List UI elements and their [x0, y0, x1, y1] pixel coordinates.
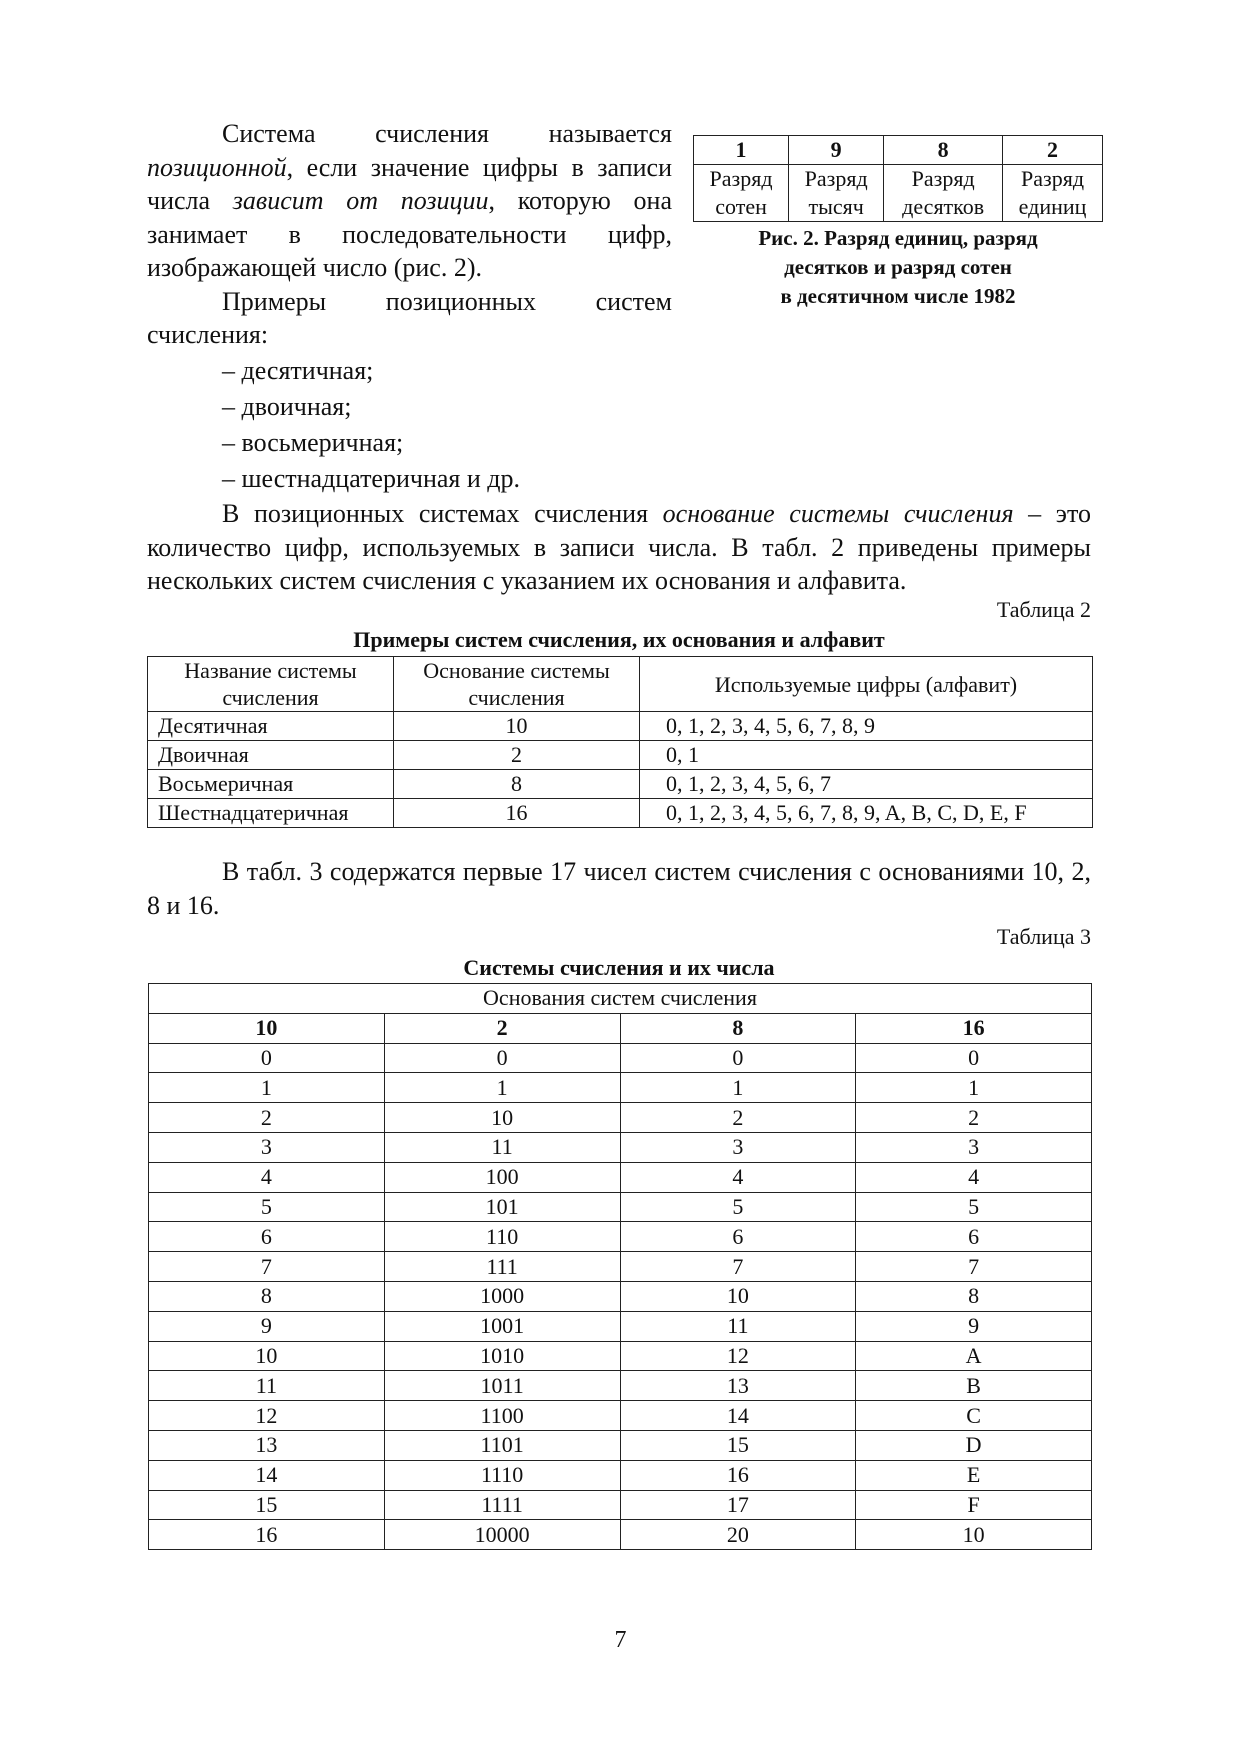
table-row	[149, 1192, 1092, 1222]
table-row	[149, 1043, 1092, 1073]
system-base: 10	[394, 712, 640, 741]
number-cell: 10	[856, 1520, 1092, 1550]
table-row	[149, 1222, 1092, 1252]
number-cell: 8	[149, 1281, 385, 1311]
table-header: Название системы счисления	[148, 657, 394, 712]
number-cell: 1100	[384, 1401, 620, 1431]
number-cell: 1110	[384, 1460, 620, 1490]
number-cell: 15	[149, 1490, 385, 1520]
place-label: Разряд тысяч	[789, 165, 884, 222]
number-cell: 2	[620, 1103, 856, 1133]
number-cell: 8	[856, 1281, 1092, 1311]
number-cell: 1	[856, 1073, 1092, 1103]
table-2	[147, 656, 1093, 828]
system-name: Шестнадцатеричная	[148, 799, 394, 828]
base-header: 8	[620, 1013, 856, 1043]
definition-paragraph: Система счисления называется позиционной, если значение цифры в записи числа зависит от позиции, которую она занимает в последовательности цифр, изображающей число (рис. 2).	[147, 119, 672, 282]
digit-cell: 9	[789, 136, 884, 165]
number-cell: 1111	[384, 1490, 620, 1520]
system-name: Восьмеричная	[148, 770, 394, 799]
table-row	[148, 741, 1093, 770]
number-cell: E	[856, 1460, 1092, 1490]
number-cell: 3	[149, 1132, 385, 1162]
number-cell: 6	[149, 1222, 385, 1252]
number-cell: 2	[856, 1103, 1092, 1133]
number-cell: 16	[149, 1520, 385, 1550]
table3-intro-paragraph: В табл. 3 содержатся первые 17 чисел систем счисления с основаниями 10, 2, 8 и 16.	[147, 857, 1091, 920]
system-alphabet: 0, 1, 2, 3, 4, 5, 6, 7	[640, 770, 1093, 799]
number-cell: 10	[620, 1281, 856, 1311]
number-cell: 12	[149, 1401, 385, 1431]
table-row	[149, 1371, 1092, 1401]
number-cell: 6	[856, 1222, 1092, 1252]
number-cell: 5	[620, 1192, 856, 1222]
number-cell: 10	[149, 1341, 385, 1371]
number-cell: A	[856, 1341, 1092, 1371]
number-cell: 13	[149, 1430, 385, 1460]
number-cell: 1	[149, 1073, 385, 1103]
number-cell: 1101	[384, 1430, 620, 1460]
number-cell: 1000	[384, 1281, 620, 1311]
number-cell: B	[856, 1371, 1092, 1401]
page-number: 7	[614, 1627, 627, 1653]
figure-caption: Рис. 2. Разряд единиц, разряд десятков и разряд сотен в десятичном числе 1982	[758, 226, 1038, 308]
number-cell: 6	[620, 1222, 856, 1252]
number-cell: 11	[620, 1311, 856, 1341]
table-row	[149, 1311, 1092, 1341]
system-alphabet: 0, 1, 2, 3, 4, 5, 6, 7, 8, 9	[640, 712, 1093, 741]
number-cell: 4	[620, 1162, 856, 1192]
systems-list	[222, 353, 520, 497]
system-alphabet: 0, 1, 2, 3, 4, 5, 6, 7, 8, 9, A, B, C, D, E, F	[640, 799, 1093, 828]
list-item: – восьмеричная;	[222, 425, 520, 461]
table-row	[149, 1162, 1092, 1192]
table-row	[148, 712, 1093, 741]
number-cell: 15	[620, 1430, 856, 1460]
number-cell: 101	[384, 1192, 620, 1222]
number-cell: 7	[856, 1252, 1092, 1282]
digit-cell: 2	[1003, 136, 1103, 165]
number-cell: 1	[620, 1073, 856, 1103]
system-name: Двоичная	[148, 741, 394, 770]
system-base: 16	[394, 799, 640, 828]
table-row	[149, 1520, 1092, 1550]
table-row	[149, 1252, 1092, 1282]
system-base: 8	[394, 770, 640, 799]
table-row	[149, 1460, 1092, 1490]
place-label: Разряд десятков	[884, 165, 1003, 222]
number-cell: 1010	[384, 1341, 620, 1371]
number-cell: 10000	[384, 1520, 620, 1550]
examples-intro-line2: счисления:	[147, 320, 269, 349]
table-header: Основание системы счисления	[394, 657, 640, 712]
table-row	[149, 1103, 1092, 1133]
number-cell: 16	[620, 1460, 856, 1490]
number-cell: F	[856, 1490, 1092, 1520]
number-cell: 1001	[384, 1311, 620, 1341]
number-cell: 0	[620, 1043, 856, 1073]
table-row	[149, 1132, 1092, 1162]
number-cell: 0	[149, 1043, 385, 1073]
base-header: 10	[149, 1013, 385, 1043]
table2-title: Примеры систем счисления, их основания и алфавит	[353, 627, 885, 652]
list-item: – десятичная;	[222, 353, 520, 389]
number-cell: 5	[149, 1192, 385, 1222]
table-row	[149, 1073, 1092, 1103]
list-item: – двоичная;	[222, 389, 520, 425]
number-cell: 17	[620, 1490, 856, 1520]
number-cell: 10	[384, 1103, 620, 1133]
number-cell: D	[856, 1430, 1092, 1460]
base-header: 2	[384, 1013, 620, 1043]
digit-cell: 8	[884, 136, 1003, 165]
number-cell: 7	[149, 1252, 385, 1282]
table3-label: Таблица 3	[996, 924, 1091, 949]
table-header: Используемые цифры (алфавит)	[640, 657, 1093, 712]
number-cell: 1011	[384, 1371, 620, 1401]
number-cell: 9	[149, 1311, 385, 1341]
table-row	[149, 1341, 1092, 1371]
number-cell: 111	[384, 1252, 620, 1282]
table-row	[148, 770, 1093, 799]
table-row	[149, 1430, 1092, 1460]
table3-title: Системы счисления и их числа	[463, 955, 775, 980]
number-cell: 13	[620, 1371, 856, 1401]
system-alphabet: 0, 1	[640, 741, 1093, 770]
number-cell: 9	[856, 1311, 1092, 1341]
place-label: Разряд сотен	[694, 165, 789, 222]
table-row	[149, 1401, 1092, 1431]
number-cell: 7	[620, 1252, 856, 1282]
table-row	[148, 799, 1093, 828]
place-label: Разряд единиц	[1003, 165, 1103, 222]
base-header: 16	[856, 1013, 1092, 1043]
list-item: – шестнадцатеричная и др.	[222, 461, 520, 497]
number-cell: 14	[620, 1401, 856, 1431]
number-cell: 11	[384, 1132, 620, 1162]
base-definition-paragraph: В позиционных системах счисления основание системы счисления – это количество цифр, используемых в записи числа. В табл. 2 приведены примеры нескольких систем счисления с указанием их основания и алфавита.	[147, 499, 1091, 595]
figure-2	[693, 135, 1103, 311]
number-cell: 5	[856, 1192, 1092, 1222]
number-cell: C	[856, 1401, 1092, 1431]
number-cell: 3	[856, 1132, 1092, 1162]
digit-place-table	[693, 135, 1103, 222]
number-cell: 2	[149, 1103, 385, 1133]
intro-text	[147, 117, 672, 352]
number-cell: 20	[620, 1520, 856, 1550]
number-cell: 11	[149, 1371, 385, 1401]
number-cell: 0	[856, 1043, 1092, 1073]
number-cell: 14	[149, 1460, 385, 1490]
number-cell: 0	[384, 1043, 620, 1073]
number-cell: 12	[620, 1341, 856, 1371]
system-base: 2	[394, 741, 640, 770]
table2-label: Таблица 2	[996, 597, 1091, 622]
number-cell: 1	[384, 1073, 620, 1103]
number-cell: 4	[149, 1162, 385, 1192]
number-cell: 110	[384, 1222, 620, 1252]
table-row	[149, 1281, 1092, 1311]
table-row	[149, 1490, 1092, 1520]
group-header: Основания систем счисления	[149, 984, 1092, 1014]
number-cell: 100	[384, 1162, 620, 1192]
examples-intro-line1: Примеры позиционных систем	[222, 286, 672, 316]
system-name: Десятичная	[148, 712, 394, 741]
number-cell: 4	[856, 1162, 1092, 1192]
number-cell: 3	[620, 1132, 856, 1162]
digit-cell: 1	[694, 136, 789, 165]
table-3	[148, 983, 1092, 1550]
